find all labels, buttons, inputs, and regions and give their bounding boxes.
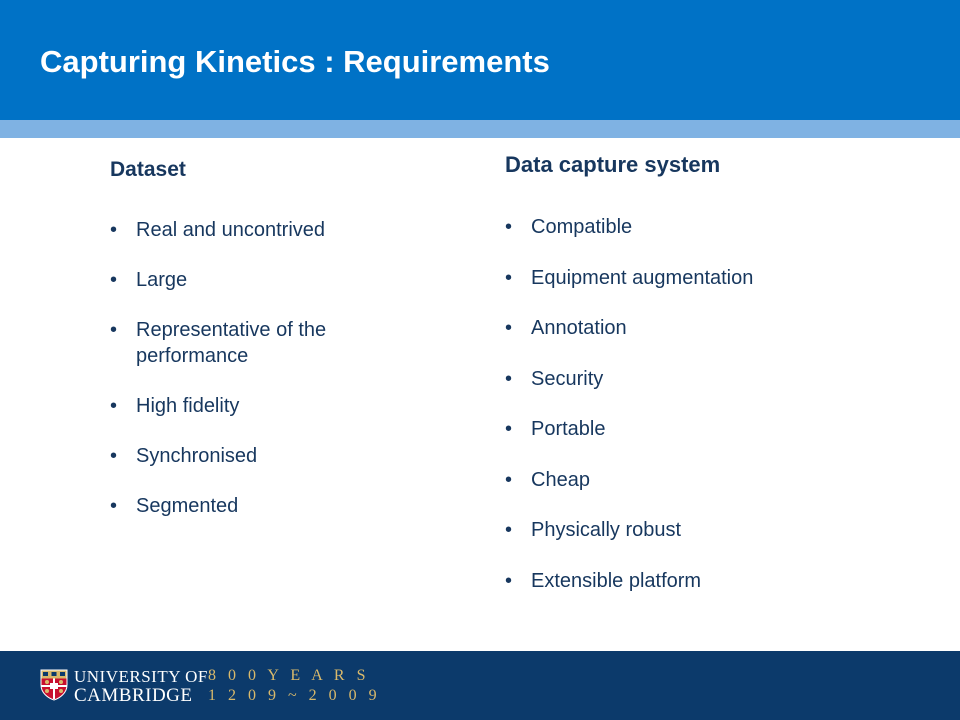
list-item-text: Extensible platform [531,569,702,592]
bullet-icon: • [110,395,118,417]
bullet-icon: • [505,367,513,390]
bullet-icon: • [505,418,513,440]
slide-title: Capturing Kinetics : Requirements [40,44,550,79]
list-item [505,416,925,442]
header-stripe [0,120,960,138]
dataset-heading: Dataset [110,158,186,181]
list-item [110,217,410,243]
university-wordmark [74,668,208,705]
list-item [505,366,925,392]
bullet-icon: • [505,216,513,238]
list-item-text: Portable [531,418,606,440]
list-item [110,443,410,469]
list-item [110,267,410,293]
list-item [110,393,410,419]
bullet-icon: • [505,519,513,541]
list-item-text: Physically robust [531,519,682,541]
bullet-icon: • [110,445,118,467]
list-item-text: Equipment augmentation [531,266,754,289]
data-capture-list [505,214,925,594]
data-capture-column [505,150,925,618]
bullet-icon: • [505,266,513,289]
dataset-column [110,155,410,543]
university-line2: CAMBRIDGE [74,685,193,706]
list-item-text: Cheap [531,468,590,491]
data-capture-heading: Data capture system [505,152,721,177]
list-item [505,517,925,543]
list-item-text: Large [136,269,188,291]
list-item-text: Synchronised [136,445,258,467]
bullet-icon: • [110,269,118,291]
bullet-icon: • [110,495,118,517]
university-crest-icon [40,669,68,701]
list-item [505,467,925,493]
list-item-text: Compatible [531,216,633,238]
years-line2: 1 2 0 9 ~ 2 0 0 9 [208,687,381,704]
dataset-list [110,217,410,519]
list-item-text: Annotation [531,317,627,339]
list-item-text: Segmented [136,495,239,517]
list-item [505,568,925,594]
list-item [505,315,925,341]
list-item-text: Representative of the performance [136,319,327,367]
bullet-icon: • [505,569,513,592]
list-item-text: High fidelity [136,395,240,417]
bullet-icon: • [505,317,513,339]
list-item [505,214,925,240]
anniversary-wordmark [208,667,381,705]
list-item [110,493,410,519]
list-item-text: Security [531,367,604,390]
list-item [505,265,925,291]
bullet-icon: • [505,468,513,491]
bullet-icon: • [110,319,118,341]
list-item-text: Real and uncontrived [136,219,326,241]
bullet-icon: • [110,219,118,241]
university-line1: UNIVERSITY OF [74,667,208,686]
list-item [110,317,410,369]
years-line1: 8 0 0 Y E A R S [208,667,370,684]
